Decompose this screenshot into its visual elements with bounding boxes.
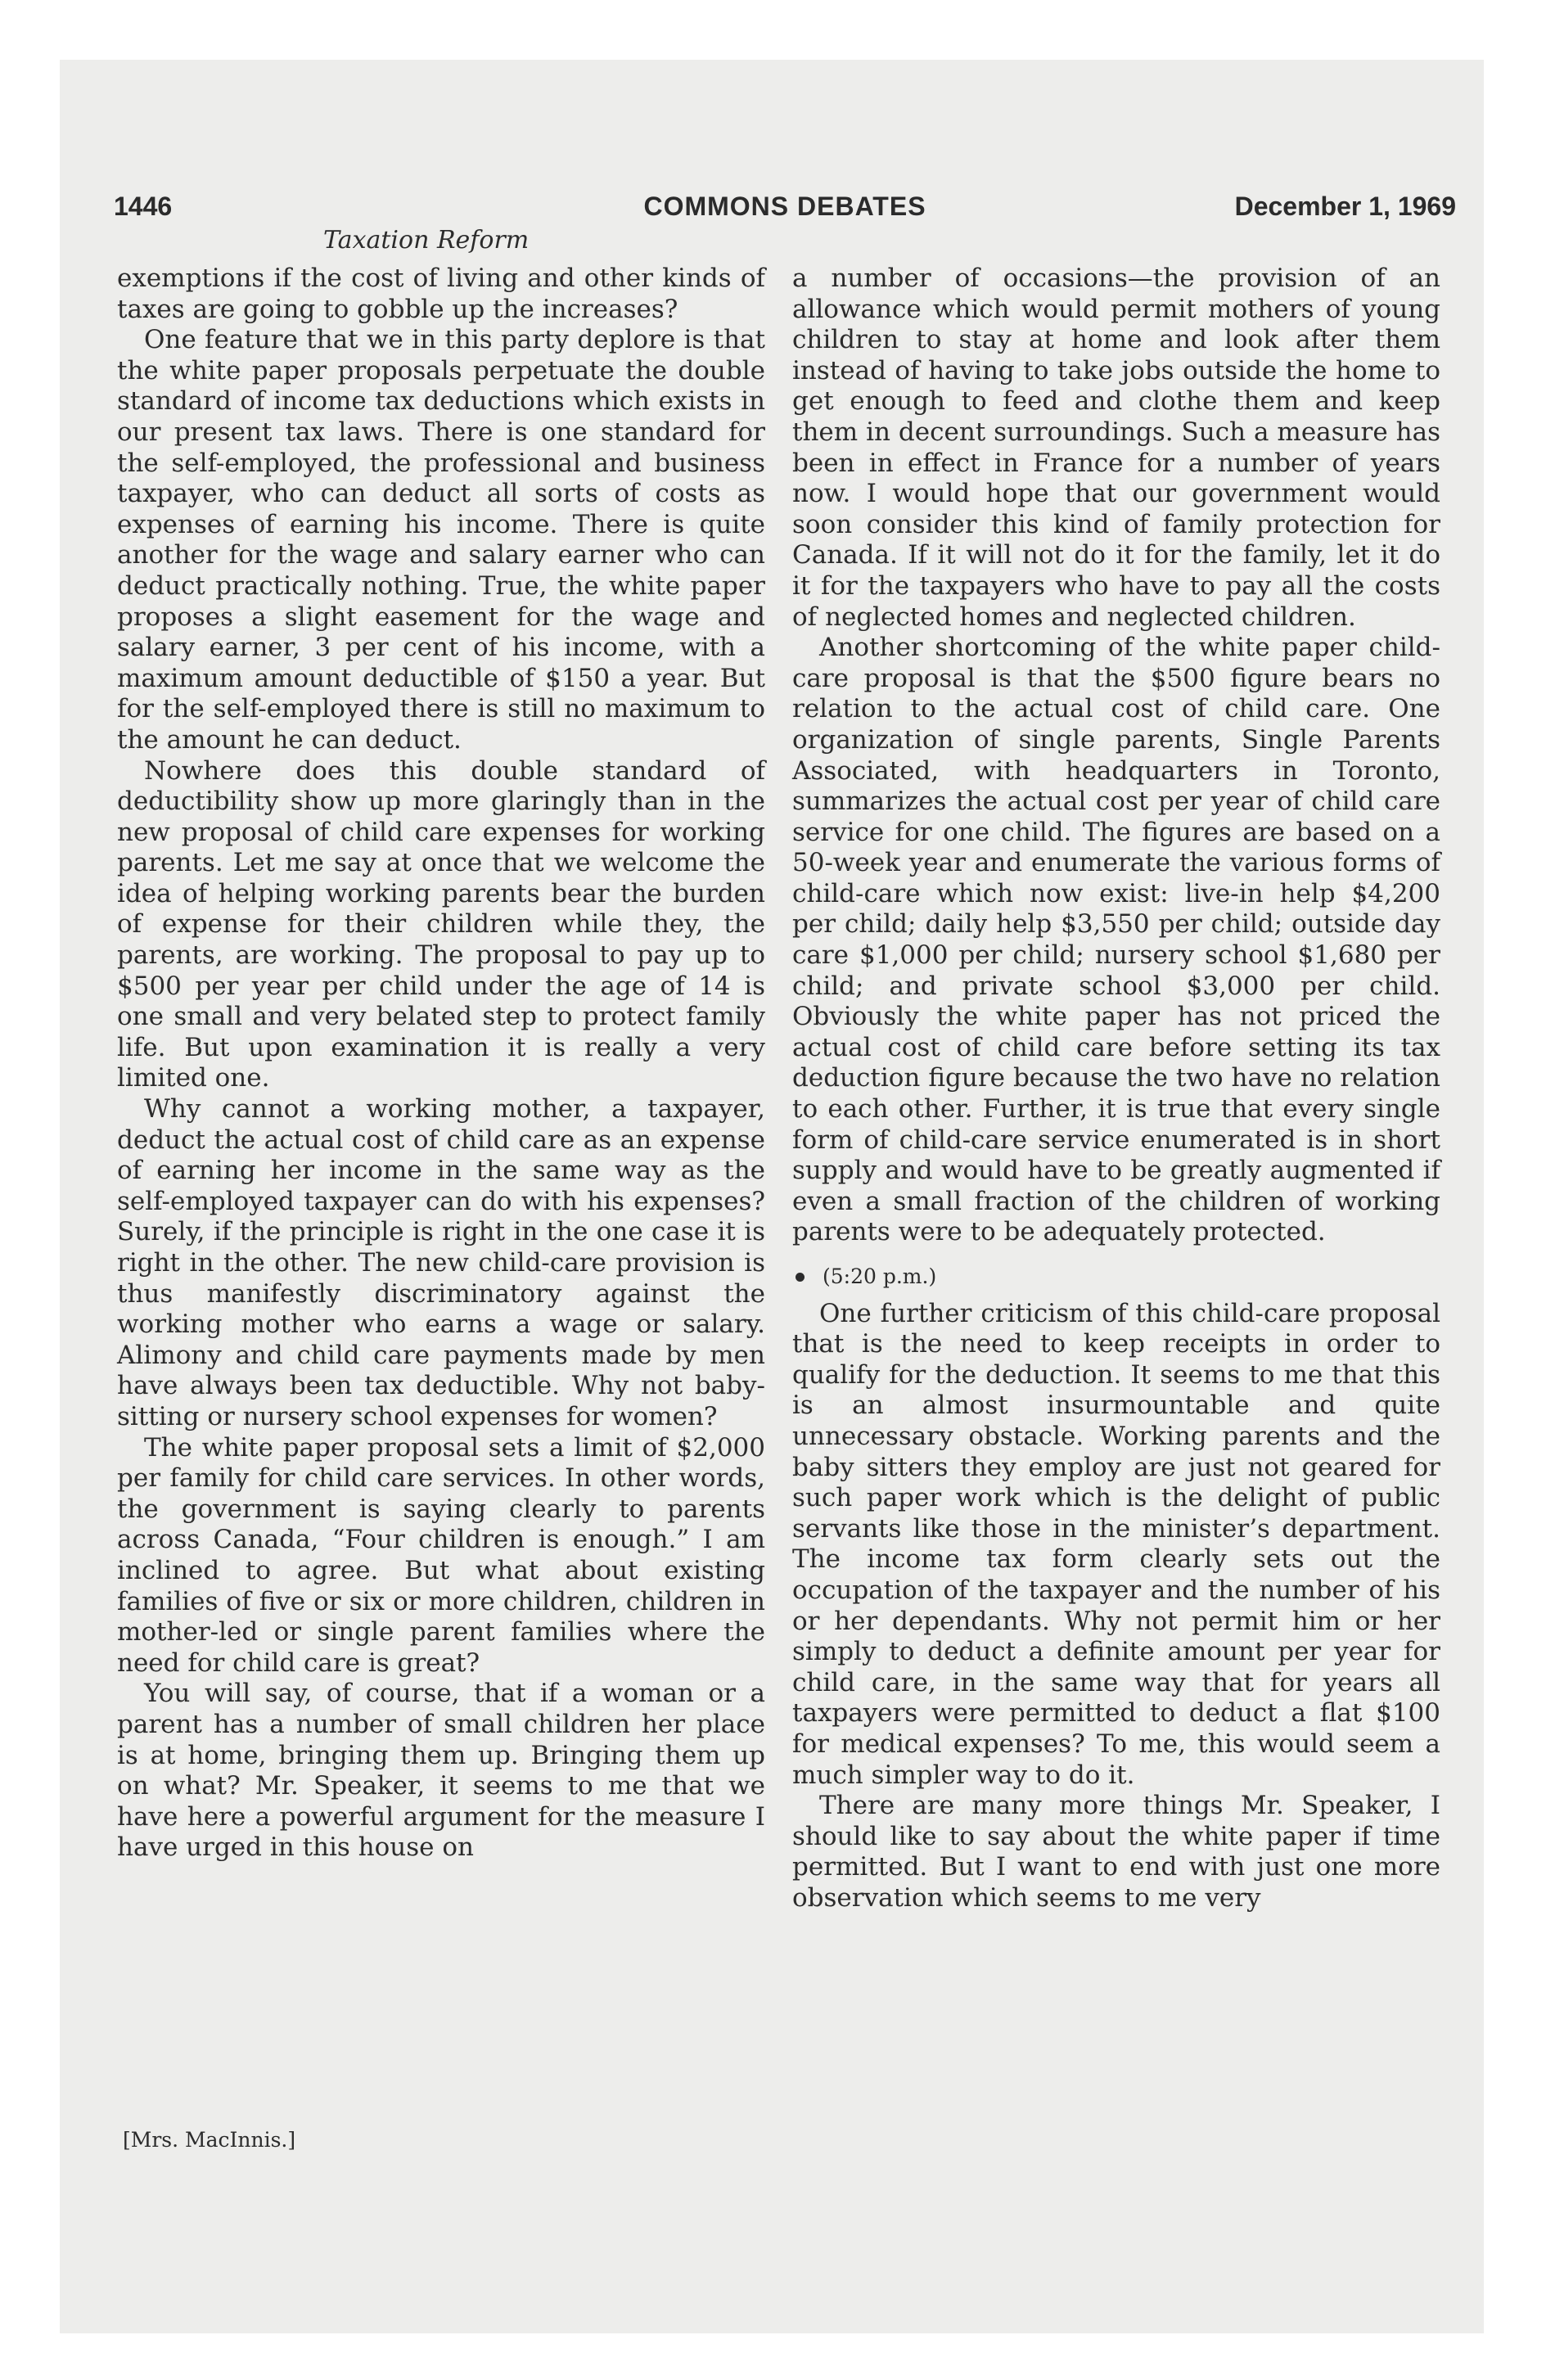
time-stamp-text: (5:20 p.m.) xyxy=(823,1264,937,1288)
page-number: 1446 xyxy=(114,192,173,221)
paragraph: a number of occasions—the provision of an allowance which would permit mothers of young children to stay at home and look after them instead of having to take jobs outside the home to get enough to feed and clothe them and keep them in decent surroundings. Such a measure has been in effect in France for a number of years now. I would hope that our government would soon consider this kind of family protection for Canada. If it will not do it for the family, let it do it for the taxpayers who have to pay all the costs of neglected homes and neglected children. xyxy=(792,264,1440,632)
right-column xyxy=(792,264,1440,1913)
paragraph: Why cannot a working mother, a taxpayer, deduct the actual cost of child care as an expense of earning her income in the same way as the self-employed taxpayer can do with his expenses? Surely, if the principle is right in the one case it is right in the other. The new child-care provision is thus manifestly discriminatory against the working mother who earns a wage or salary. Alimony and child care payments made by men have always been tax deductible. Why not baby-sitting or nursery school expenses for women? xyxy=(117,1094,765,1431)
publication-title: COMMONS DEBATES xyxy=(643,192,926,221)
time-stamp xyxy=(792,1261,1440,1292)
paragraph: One further criticism of this child-care proposal that is the need to keep receipts in order to qualify for the deduction. It seems to me that this is an almost insurmountable and quite unnecessary obstacle. Working parents and the baby sitters they employ are just not geared for such paper work which is the delight of public servants like those in the minister’s department. The income tax form clearly sets out the occupation of the taxpayer and the number of his or her dependants. Why not permit him or her simply to deduct a definite amount per year for child care, in the same way that for years all taxpayers were permitted to deduct a flat $100 for medical expenses? To me, this would seem a much simpler way to do it. xyxy=(792,1298,1440,1790)
paragraph: One feature that we in this party deplore is that the white paper proposals perpetuate the double standard of income tax deductions which exists in our present tax laws. There is one standard for the self-employed, the professional and business taxpayer, who can deduct all sorts of costs as expenses of earning his income. There is quite another for the wage and salary earner who can deduct practically nothing. True, the white paper proposes a slight easement for the wage and salary earner, 3 per cent of his income, with a maximum amount deductible of $150 a year. But for the self-employed there is still no maximum to the amount he can deduct. xyxy=(117,325,765,755)
paragraph: exemptions if the cost of living and other kinds of taxes are going to gobble up the increases? xyxy=(117,264,765,324)
paragraph: The white paper proposal sets a limit of $2,000 per family for child care services. In other words, the government is saying clearly to parents across Canada, “Four children is enough.” I am inclined to agree. But what about existing families of five or six or more children, children in mother-led or single parent families where the need for child care is great? xyxy=(117,1432,765,1678)
page-header xyxy=(114,192,1456,241)
left-column xyxy=(117,264,765,1864)
header-date: December 1, 1969 xyxy=(1234,192,1456,221)
paragraph: Nowhere does this double standard of deductibility show up more glaringly than in the new proposal of child care expenses for working parents. Let me say at once that we welcome the idea of helping working parents bear the burden of expense for their children while they, the parents, are working. The proposal to pay up to $500 per year per child under the age of 14 is one small and very belated step to protect family life. But upon examination it is really a very limited one. xyxy=(117,755,765,1093)
paragraph: You will say, of course, that if a woman or a parent has a number of small children her place is at home, bringing them up. Bringing them up on what? Mr. Speaker, it seems to me that we have here a powerful argument for the measure I have urged in this house on xyxy=(117,1679,765,1863)
speaker-tag: [Mrs. MacInnis.] xyxy=(123,2128,296,2152)
bullet-icon xyxy=(796,1273,805,1282)
paragraph: Another shortcoming of the white paper child-care proposal is that the $500 figure bears no relation to the actual cost of child care. One organization of single parents, Single Parents Associated, with headquarters in Toronto, summarizes the actual cost per year of child care service for one child. The figures are based on a 50-week year and enumerate the various forms of child-care which now exist: live-in help $4,200 per child; daily help $3,550 per child; outside day care $1,000 per child; nursery school $1,680 per child; and private school $3,000 per child. Obviously the white paper has not priced the actual cost of child care before setting its tax deduction figure because the two have no relation to each other. Further, it is true that every single form of child-care service enumerated is in short supply and would have to be greatly augmented if even a small fraction of the children of working parents were to be adequately protected. xyxy=(792,633,1440,1247)
paragraph: There are many more things Mr. Speaker, I should like to say about the white paper if time permitted. But I want to end with just one more observation which seems to me very xyxy=(792,1791,1440,1913)
section-title: Taxation Reform xyxy=(323,226,530,255)
